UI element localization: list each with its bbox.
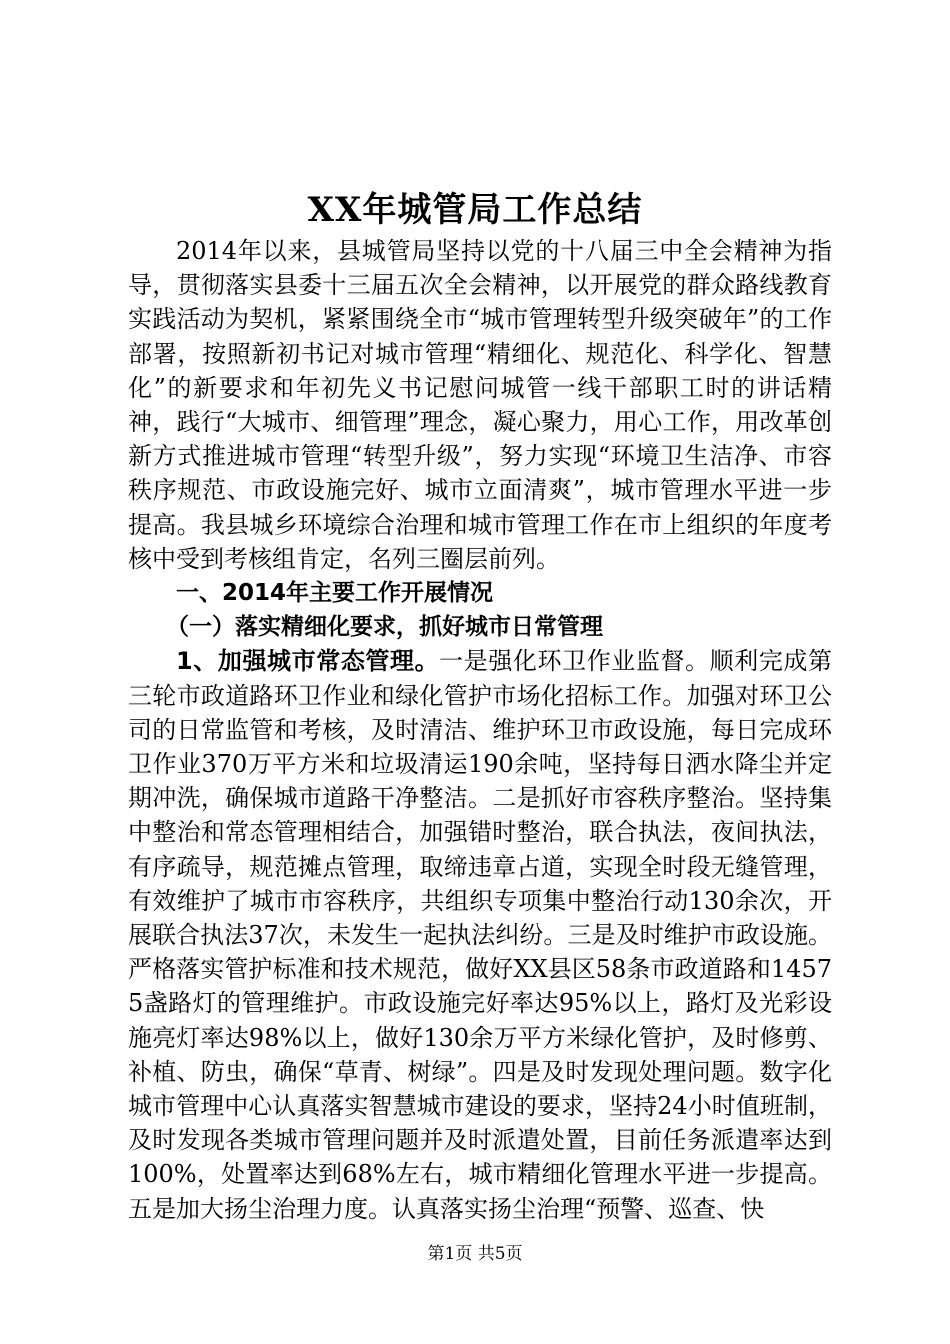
document-title: XX年城管局工作总结 (307, 190, 643, 230)
subsection-heading: （一）落实精细化要求，抓好城市日常管理 (166, 614, 603, 641)
page-number-footer: 第1页 共5页 (427, 1244, 523, 1264)
section-heading: 一、2014年主要工作开展情况 (176, 580, 494, 607)
item-body: 一是强化环卫作业监督。顺利完成第三轮市政道路环卫作业和绿化管护市场化招标工作。加强对环卫公司的日常监管和考核，及时清洁、维护环卫市政设施，每日完成环卫作业370万平方米和垃圾清运190余吨，坚持每日洒水降尘并定期冲洗，确保城市道路干净整洁。二是抓好市容秩序整治。坚持集中整治和常态管理相结合，加强错时整治，联合执法，夜间执法，有序疏导，规范摊点管理，取缔违章占道，实现全时段无缝管理，有效维护了城市市容秩序，共组织专项集中整治行动130余次，开展联合执法37次，未发生一起执法纠纷。三是及时维护市政设施。严格落实管护标准和技术规范，做好XX县区58条市政道路和14575盏路灯的管理维护。市政设施完好率达95%以上，路灯及光彩设施亮灯率达98%以上，做好130余万平方米绿化管护，及时修剪、补植、防虫，确保“草青、树绿”。四是及时发现处理问题。数字化城市管理中心认真落实智慧城市建设的要求，坚持24小时值班制，及时发现各类城市管理问题并及时派遣处置，目前任务派遣率达到100%，处置率达到68%左右，城市精细化管理水平进一步提高。五是加大扬尘治理力度。认真落实扬尘治理“预警、巡查、快 (128, 647, 832, 1223)
intro-paragraph: 2014年以来，县城管局坚持以党的十八届三中全会精神为指导，贯彻落实县委十三届五次全会精神，以开展党的群众路线教育实践活动为契机，紧紧围绕全市“城市管理转型升级突破年”的工作部署，按照新初书记对城市管理“精细化、规范化、科学化、智慧化”的新要求和年初先义书记慰问城管一线干部职工时的讲话精神，践行“大城市、细管理”理念，凝心聚力，用心工作，用改革创新方式推进城市管理“转型升级”，努力实现“环境卫生洁净、市容秩序规范、市政设施完好、城市立面清爽”，城市管理水平进一步提高。我县城乡环境综合治理和城市管理工作在市上组织的年度考核中受到考核组肯定，名列三圈层前列。 (128, 237, 832, 573)
document-body (128, 234, 832, 1226)
item-lead: 1、加强城市常态管理。 (176, 647, 440, 676)
item-paragraph (128, 644, 832, 1225)
